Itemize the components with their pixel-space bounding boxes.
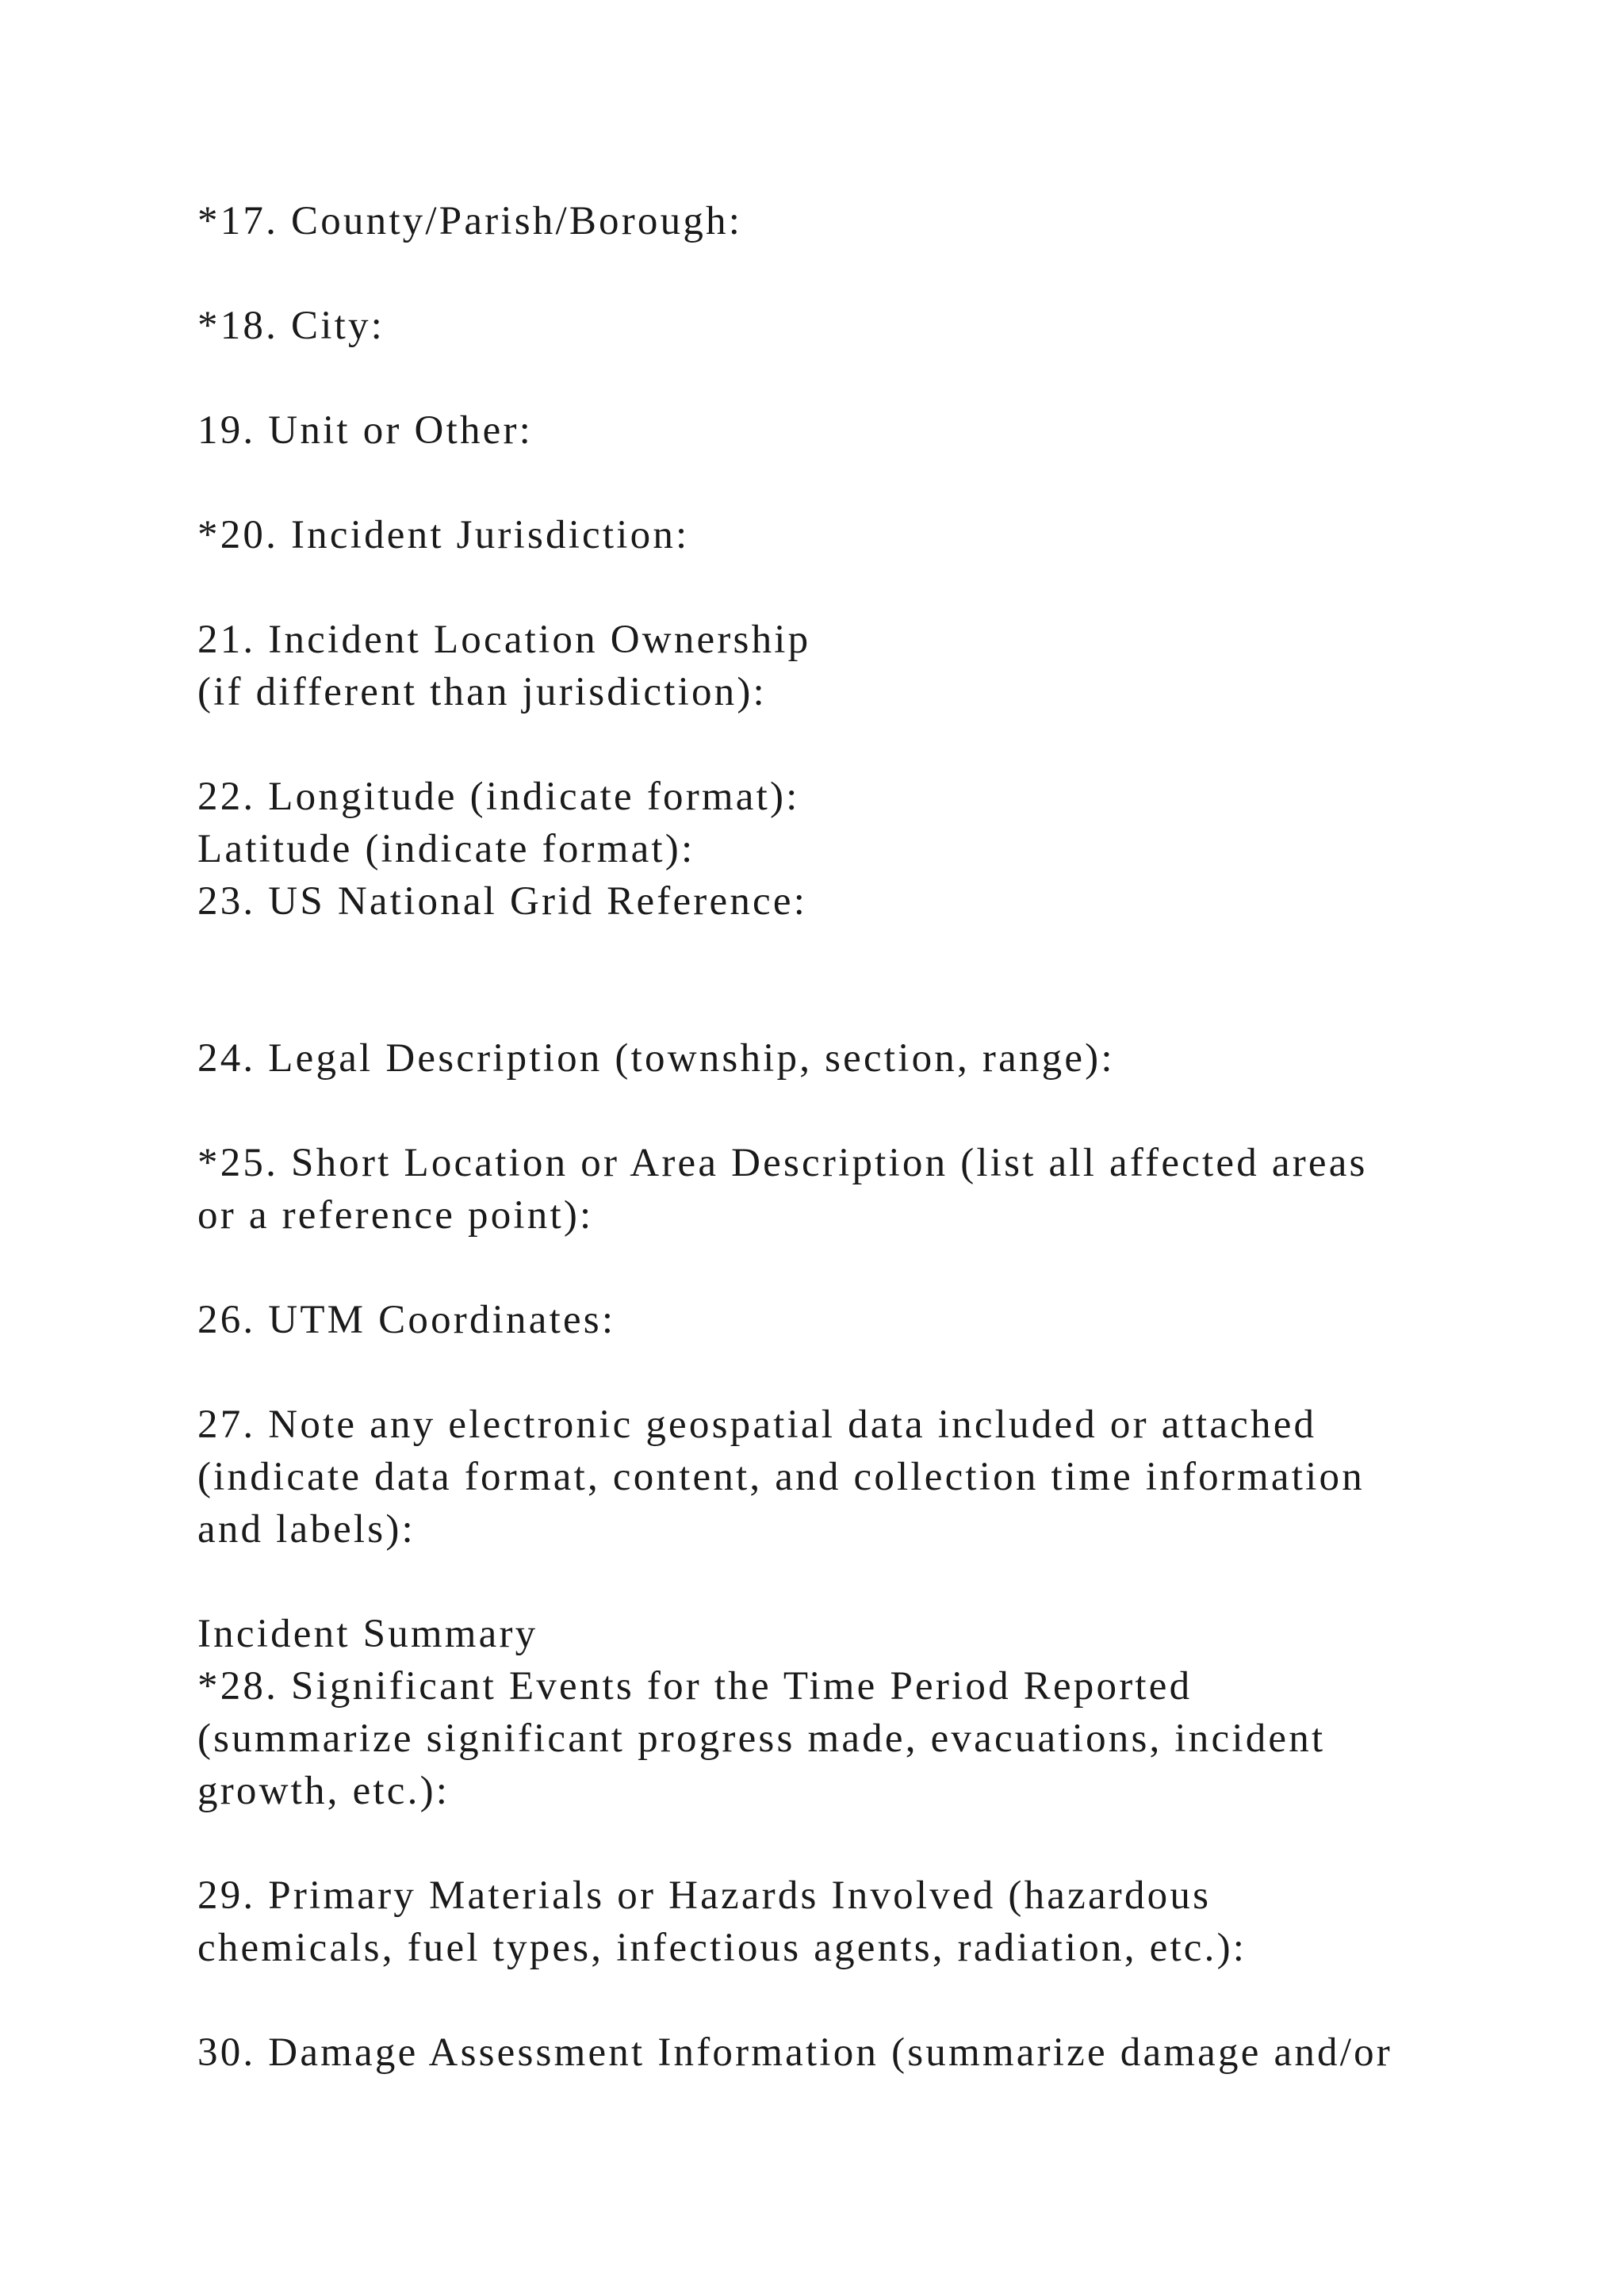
section-heading-incident-summary: Incident Summary	[197, 1612, 538, 1656]
field-21-ownership-note: (if different than jurisdiction):	[197, 670, 767, 714]
field-27-geospatial-end: and labels):	[197, 1507, 416, 1552]
field-27-geospatial-continued: (indicate data format, content, and collection time information	[197, 1455, 1365, 1499]
field-27-geospatial-label: 27. Note any electronic geospatial data included or attached	[197, 1402, 1317, 1447]
spacer	[197, 718, 1545, 771]
field-19-unit-label: 19. Unit or Other:	[197, 408, 534, 453]
field-20-jurisdiction-label: *20. Incident Jurisdiction:	[197, 513, 690, 557]
spacer	[197, 247, 1545, 300]
field-26-utm-label: 26. UTM Coordinates:	[197, 1298, 616, 1342]
spacer	[197, 1085, 1545, 1137]
spacer	[197, 352, 1545, 404]
field-18-city-label: *18. City:	[197, 304, 385, 348]
field-22-latitude-label: Latitude (indicate format):	[197, 827, 695, 871]
field-24-legal-description-label: 24. Legal Description (township, section, range):	[197, 1036, 1115, 1081]
spacer	[197, 1974, 1545, 2026]
form-text-body	[197, 195, 1545, 2079]
field-30-damage-assessment-label: 30. Damage Assessment Information (summarize damage and/or	[197, 2030, 1392, 2075]
spacer	[197, 457, 1545, 509]
field-23-grid-reference-label: 23. US National Grid Reference:	[197, 879, 808, 924]
field-29-materials-hazards-continued: chemicals, fuel types, infectious agents, radiation, etc.):	[197, 1926, 1247, 1970]
field-22-longitude-label: 22. Longitude (indicate format):	[197, 775, 800, 819]
spacer	[197, 1556, 1545, 1608]
field-17-county-label: *17. County/Parish/Borough:	[197, 199, 743, 243]
spacer	[197, 928, 1545, 980]
spacer	[197, 980, 1545, 1032]
field-25-short-location-continued: or a reference point):	[197, 1193, 594, 1238]
spacer	[197, 1817, 1545, 1869]
field-28-significant-events-continued: (summarize significant progress made, evacuations, incident	[197, 1716, 1326, 1761]
field-29-materials-hazards-label: 29. Primary Materials or Hazards Involved (hazardous	[197, 1873, 1212, 1918]
spacer	[197, 1346, 1545, 1399]
spacer	[197, 561, 1545, 614]
spacer	[197, 1242, 1545, 1294]
field-25-short-location-label: *25. Short Location or Area Description (list all affected areas	[197, 1141, 1368, 1185]
field-28-significant-events-label: *28. Significant Events for the Time Period Reported	[197, 1664, 1193, 1709]
field-28-significant-events-end: growth, etc.):	[197, 1769, 450, 1813]
field-21-ownership-label: 21. Incident Location Ownership	[197, 618, 811, 662]
